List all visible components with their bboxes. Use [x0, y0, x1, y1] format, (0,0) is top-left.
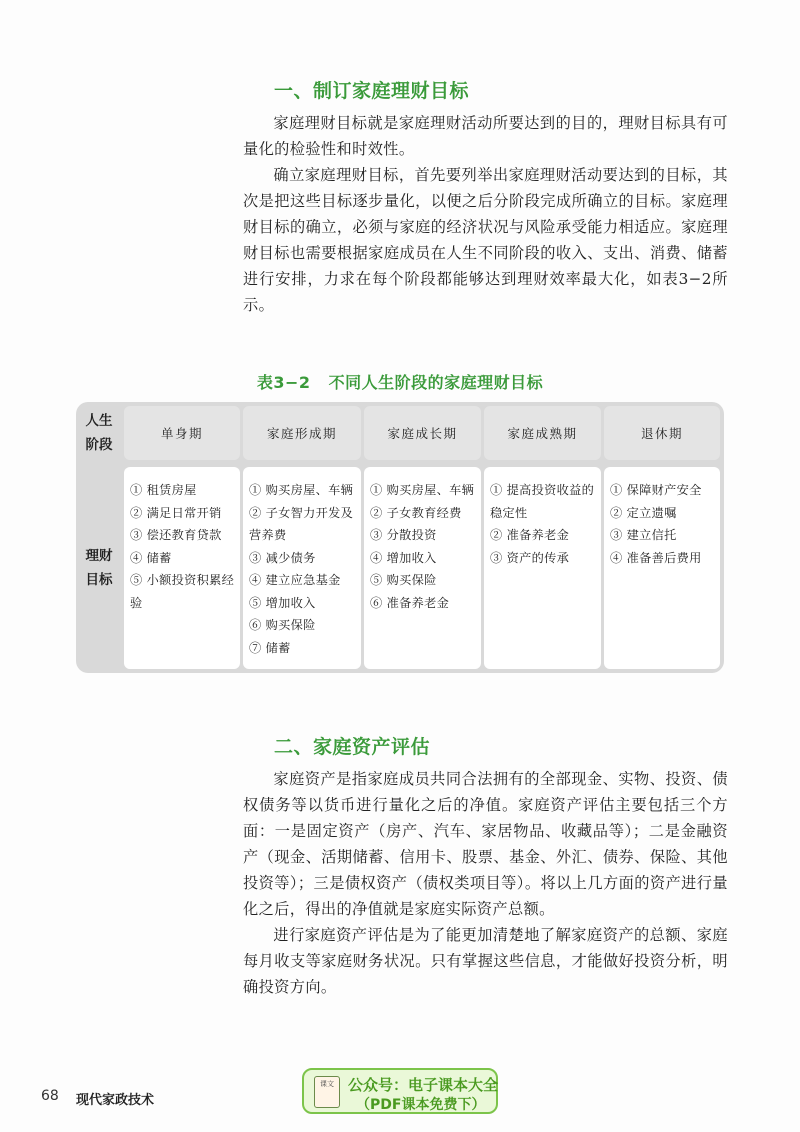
column-header-maturity: 家庭成熟期: [484, 406, 601, 460]
list-item: ③ 减少债务: [249, 550, 316, 565]
list-item: ③ 偿还教育贷款: [130, 528, 222, 542]
table-cell-retirement: [604, 467, 720, 669]
section-heading-1: 一、制订家庭理财目标: [274, 80, 470, 102]
list-item: ④ 建立应急基金: [249, 573, 341, 587]
row-header-goals: [76, 467, 122, 669]
list-item: ⑦ 储蓄: [249, 640, 291, 655]
page-number: 68: [41, 1088, 59, 1104]
column-header-growth: 家庭成长期: [364, 406, 481, 460]
paragraph: 家庭资产是指家庭成员共同合法拥有的全部现金、实物、投资、债权债务等以货币进行量化之后的净值。家庭资产评估主要包括三个方面：一是固定资产（房产、汽车、家居物品、收藏品等）；二是金融资产（现金、活期储蓄、信用卡、股票、基金、外汇、债券、保险、其他投资等）；三是债权资产（债权类项目等）。将以上几方面的资产进行量化之后，得出的净值就是家庭实际资产总额。: [243, 770, 728, 918]
list-item: ② 子女智力开发及营养费: [249, 505, 354, 542]
paragraph: 进行家庭资产评估是为了能更加清楚地了解家庭资产的总额、家庭每月收支等家庭财务状况。只有掌握这些信息，才能做好投资分析，明确投资方向。: [243, 926, 728, 996]
table-caption: [0, 370, 800, 393]
list-item: ⑤ 增加收入: [249, 595, 316, 610]
paragraph: 确立家庭理财目标，首先要列举出家庭理财活动要达到的目标，其次是把这些目标逐步量化，以便之后分阶段完成所确立的目标。家庭理财目标的确立，必须与家庭的经济状况与风险承受能力相适应。家庭理财目标也需要根据家庭成员在人生不同阶段的收入、支出、消费、储蓄进行安排，力求在每个阶段都能够达到理财效率最大化，如表3−2所示。: [243, 166, 728, 314]
section-2-body: [243, 766, 728, 1000]
table-cell-single: [124, 467, 240, 669]
list-item: ⑥ 准备养老金: [370, 595, 450, 610]
list-item: ⑥ 购买保险: [249, 618, 316, 632]
row-header-text: 人生阶段: [85, 413, 113, 453]
watermark-line1: 公众号：电子课本大全: [348, 1076, 499, 1094]
list-item: ① 保障财产安全: [610, 483, 702, 497]
column-header-single: 单身期: [124, 406, 240, 460]
table-cell-maturity: [484, 467, 601, 669]
book-title: 现代家政技术: [76, 1093, 155, 1108]
list-item: ② 满足日常开销: [130, 505, 222, 520]
list-item: ⑤ 购买保险: [370, 573, 437, 587]
list-item: ③ 分散投资: [370, 528, 437, 542]
list-item: ② 准备养老金: [490, 528, 570, 542]
list-item: ③ 建立信托: [610, 528, 677, 542]
list-item: ② 定立遗嘱: [610, 505, 677, 520]
list-item: ③ 资产的传承: [490, 550, 570, 565]
list-item: ⑤ 小额投资积累经验: [130, 573, 235, 610]
list-item: ① 租赁房屋: [130, 483, 197, 497]
column-header-retirement: 退休期: [604, 406, 720, 460]
row-header-life-stage: [76, 406, 122, 460]
table-cell-formation: [243, 467, 361, 669]
watermark-badge: [302, 1068, 498, 1114]
table-cell-growth: [364, 467, 481, 669]
list-item: ④ 增加收入: [370, 550, 437, 565]
section-heading-2: 二、家庭资产评估: [274, 736, 431, 758]
row-header-text: 理财目标: [85, 548, 113, 588]
list-item: ① 提高投资收益的稳定性: [490, 483, 595, 520]
goals-table: [76, 402, 724, 673]
watermark-line2: （PDF课本免费下）: [356, 1097, 486, 1113]
list-item: ① 购买房屋、车辆: [249, 483, 354, 497]
table-title: 不同人生阶段的家庭理财目标: [328, 373, 544, 392]
column-header-formation: 家庭形成期: [243, 406, 361, 460]
section-1-body: [243, 110, 728, 318]
book-logo-icon: 课文: [314, 1076, 340, 1108]
list-item: ④ 准备善后费用: [610, 550, 702, 565]
list-item: ② 子女教育经费: [370, 505, 462, 520]
list-item: ① 购买房屋、车辆: [370, 483, 475, 497]
table-number: 表3−2: [256, 373, 311, 392]
list-item: ④ 储蓄: [130, 550, 172, 565]
paragraph: 家庭理财目标就是家庭理财活动所要达到的目的，理财目标具有可量化的检验性和时效性。: [243, 114, 728, 158]
